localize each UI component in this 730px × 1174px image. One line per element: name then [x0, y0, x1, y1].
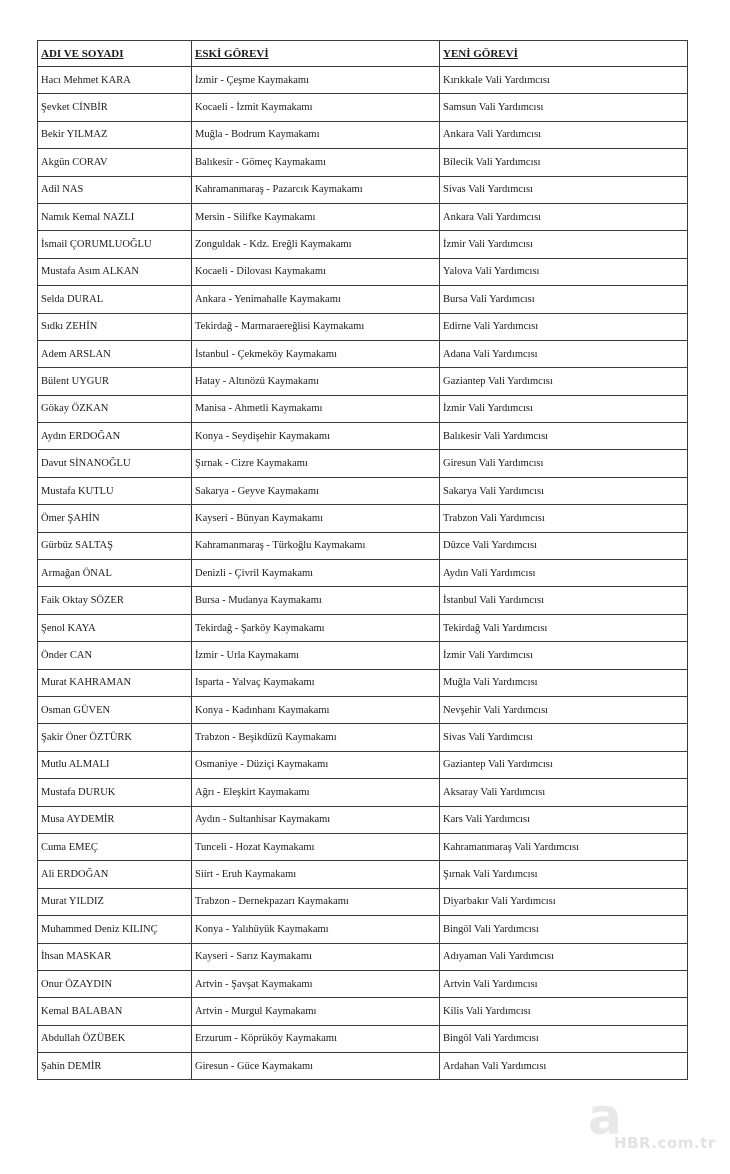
cell-name: Bülent UYGUR	[38, 368, 192, 395]
cell-new-position: Ankara Vali Yardımcısı	[440, 121, 688, 148]
cell-new-position: Giresun Vali Yardımcısı	[440, 450, 688, 477]
table-row	[38, 998, 688, 1025]
cell-new-position: Aydın Vali Yardımcısı	[440, 560, 688, 587]
cell-old-position: Ağrı - Eleşkirt Kaymakamı	[192, 779, 440, 806]
cell-new-position: İzmir Vali Yardımcısı	[440, 231, 688, 258]
table-row	[38, 696, 688, 723]
cell-old-position: Artvin - Murgul Kaymakamı	[192, 998, 440, 1025]
cell-new-position: Bilecik Vali Yardımcısı	[440, 149, 688, 176]
table-row	[38, 888, 688, 915]
cell-old-position: İstanbul - Çekmeköy Kaymakamı	[192, 340, 440, 367]
cell-new-position: Sakarya Vali Yardımcısı	[440, 477, 688, 504]
cell-new-position: Kilis Vali Yardımcısı	[440, 998, 688, 1025]
cell-old-position: Siirt - Eruh Kaymakamı	[192, 861, 440, 888]
table-row	[38, 258, 688, 285]
table-row	[38, 203, 688, 230]
table-row	[38, 833, 688, 860]
cell-new-position: Kars Vali Yardımcısı	[440, 806, 688, 833]
cell-new-position: Gaziantep Vali Yardımcısı	[440, 751, 688, 778]
cell-old-position: Konya - Seydişehir Kaymakamı	[192, 423, 440, 450]
cell-name: Şevket CİNBİR	[38, 94, 192, 121]
cell-name: Şenol KAYA	[38, 614, 192, 641]
cell-old-position: İzmir - Çeşme Kaymakamı	[192, 67, 440, 94]
table-row	[38, 970, 688, 997]
cell-name: Armağan ÖNAL	[38, 560, 192, 587]
cell-name: Ömer ŞAHİN	[38, 505, 192, 532]
watermark-logo	[588, 1088, 718, 1152]
table-row	[38, 149, 688, 176]
cell-name: Adil NAS	[38, 176, 192, 203]
table-row	[38, 1053, 688, 1080]
cell-name: Şahin DEMİR	[38, 1053, 192, 1080]
cell-new-position: Kırıkkale Vali Yardımcısı	[440, 67, 688, 94]
table-row	[38, 286, 688, 313]
cell-old-position: Konya - Kadınhanı Kaymakamı	[192, 696, 440, 723]
cell-name: Adem ARSLAN	[38, 340, 192, 367]
cell-name: Muhammed Deniz KILINÇ	[38, 916, 192, 943]
table-row	[38, 340, 688, 367]
cell-old-position: Tekirdağ - Marmaraereğlisi Kaymakamı	[192, 313, 440, 340]
cell-new-position: Adıyaman Vali Yardımcısı	[440, 943, 688, 970]
cell-name: Aydın ERDOĞAN	[38, 423, 192, 450]
cell-old-position: Kocaeli - Dilovası Kaymakamı	[192, 258, 440, 285]
cell-name: Kemal BALABAN	[38, 998, 192, 1025]
cell-name: Mustafa DURUK	[38, 779, 192, 806]
cell-old-position: Tekirdağ - Şarköy Kaymakamı	[192, 614, 440, 641]
header-new-position: YENİ GÖREVİ	[440, 41, 688, 67]
table-row	[38, 724, 688, 751]
cell-name: İsmail ÇORUMLUOĞLU	[38, 231, 192, 258]
table-row	[38, 751, 688, 778]
cell-name: Osman GÜVEN	[38, 696, 192, 723]
cell-new-position: Sivas Vali Yardımcısı	[440, 724, 688, 751]
cell-name: Sıdkı ZEHİN	[38, 313, 192, 340]
cell-old-position: Şırnak - Cizre Kaymakamı	[192, 450, 440, 477]
table-row	[38, 779, 688, 806]
cell-name: Cuma EMEÇ	[38, 833, 192, 860]
cell-new-position: Kahramanmaraş Vali Yardımcısı	[440, 833, 688, 860]
table-row	[38, 450, 688, 477]
cell-new-position: Muğla Vali Yardımcısı	[440, 669, 688, 696]
cell-new-position: Balıkesir Vali Yardımcısı	[440, 423, 688, 450]
cell-new-position: Sivas Vali Yardımcısı	[440, 176, 688, 203]
cell-name: Onur ÖZAYDIN	[38, 970, 192, 997]
cell-old-position: Bursa - Mudanya Kaymakamı	[192, 587, 440, 614]
cell-new-position: İzmir Vali Yardımcısı	[440, 395, 688, 422]
cell-new-position: Ankara Vali Yardımcısı	[440, 203, 688, 230]
table-row	[38, 121, 688, 148]
cell-old-position: Trabzon - Beşikdüzü Kaymakamı	[192, 724, 440, 751]
cell-new-position: Nevşehir Vali Yardımcısı	[440, 696, 688, 723]
cell-old-position: Sakarya - Geyve Kaymakamı	[192, 477, 440, 504]
cell-old-position: Aydın - Sultanhisar Kaymakamı	[192, 806, 440, 833]
cell-name: Namık Kemal NAZLI	[38, 203, 192, 230]
cell-new-position: Şırnak Vali Yardımcısı	[440, 861, 688, 888]
table-row	[38, 176, 688, 203]
header-old-position: ESKİ GÖREVİ	[192, 41, 440, 67]
table-row	[38, 861, 688, 888]
cell-name: Mutlu ALMALI	[38, 751, 192, 778]
table-row	[38, 505, 688, 532]
cell-old-position: Isparta - Yalvaç Kaymakamı	[192, 669, 440, 696]
cell-old-position: Mersin - Silifke Kaymakamı	[192, 203, 440, 230]
cell-new-position: Bingöl Vali Yardımcısı	[440, 916, 688, 943]
table-row	[38, 642, 688, 669]
table-row	[38, 67, 688, 94]
cell-name: Önder CAN	[38, 642, 192, 669]
cell-new-position: Diyarbakır Vali Yardımcısı	[440, 888, 688, 915]
cell-name: Murat YILDIZ	[38, 888, 192, 915]
table-header-row	[38, 41, 688, 67]
table-row	[38, 614, 688, 641]
cell-new-position: Edirne Vali Yardımcısı	[440, 313, 688, 340]
table-row	[38, 669, 688, 696]
cell-old-position: Erzurum - Köprüköy Kaymakamı	[192, 1025, 440, 1052]
cell-name: Murat KAHRAMAN	[38, 669, 192, 696]
table-row	[38, 231, 688, 258]
cell-name: Akgün CORAV	[38, 149, 192, 176]
cell-old-position: Hatay - Altınözü Kaymakamı	[192, 368, 440, 395]
cell-name: Musa AYDEMİR	[38, 806, 192, 833]
cell-new-position: Gaziantep Vali Yardımcısı	[440, 368, 688, 395]
cell-old-position: Kayseri - Bünyan Kaymakamı	[192, 505, 440, 532]
cell-old-position: Artvin - Şavşat Kaymakamı	[192, 970, 440, 997]
cell-old-position: Konya - Yalıhüyük Kaymakamı	[192, 916, 440, 943]
cell-name: Şakir Öner ÖZTÜRK	[38, 724, 192, 751]
cell-new-position: Düzce Vali Yardımcısı	[440, 532, 688, 559]
cell-name: Gürbüz SALTAŞ	[38, 532, 192, 559]
cell-old-position: Kocaeli - İzmit Kaymakamı	[192, 94, 440, 121]
table-row	[38, 916, 688, 943]
table-row	[38, 477, 688, 504]
cell-name: Bekir YILMAZ	[38, 121, 192, 148]
table-row	[38, 587, 688, 614]
cell-old-position: Kayseri - Sarız Kaymakamı	[192, 943, 440, 970]
cell-new-position: Samsun Vali Yardımcısı	[440, 94, 688, 121]
cell-new-position: Tekirdağ Vali Yardımcısı	[440, 614, 688, 641]
cell-name: Abdullah ÖZÜBEK	[38, 1025, 192, 1052]
header-name: ADI VE SOYADI	[38, 41, 192, 67]
cell-name: Ali ERDOĞAN	[38, 861, 192, 888]
appointments-table	[37, 40, 688, 1080]
cell-name: Gökay ÖZKAN	[38, 395, 192, 422]
table-row	[38, 395, 688, 422]
cell-name: Mustafa KUTLU	[38, 477, 192, 504]
cell-new-position: Aksaray Vali Yardımcısı	[440, 779, 688, 806]
cell-old-position: Balıkesir - Gömeç Kaymakamı	[192, 149, 440, 176]
cell-old-position: Kahramanmaraş - Türkoğlu Kaymakamı	[192, 532, 440, 559]
cell-old-position: Zonguldak - Kdz. Ereğli Kaymakamı	[192, 231, 440, 258]
table-row	[38, 1025, 688, 1052]
cell-name: Selda DURAL	[38, 286, 192, 313]
cell-name: Davut SİNANOĞLU	[38, 450, 192, 477]
cell-old-position: Trabzon - Dernekpazarı Kaymakamı	[192, 888, 440, 915]
watermark-text: HBR.com.tr	[614, 1134, 716, 1152]
cell-old-position: Tunceli - Hozat Kaymakamı	[192, 833, 440, 860]
table-row	[38, 943, 688, 970]
cell-name: Faik Oktay SÖZER	[38, 587, 192, 614]
cell-old-position: Ankara - Yenimahalle Kaymakamı	[192, 286, 440, 313]
cell-old-position: Giresun - Güce Kaymakamı	[192, 1053, 440, 1080]
table-row	[38, 560, 688, 587]
cell-old-position: Muğla - Bodrum Kaymakamı	[192, 121, 440, 148]
cell-new-position: Bursa Vali Yardımcısı	[440, 286, 688, 313]
table-row	[38, 806, 688, 833]
cell-new-position: Trabzon Vali Yardımcısı	[440, 505, 688, 532]
cell-old-position: Manisa - Ahmetli Kaymakamı	[192, 395, 440, 422]
cell-new-position: Bingöl Vali Yardımcısı	[440, 1025, 688, 1052]
cell-old-position: Denizli - Çivril Kaymakamı	[192, 560, 440, 587]
cell-old-position: İzmir - Urla Kaymakamı	[192, 642, 440, 669]
table-row	[38, 94, 688, 121]
cell-new-position: İstanbul Vali Yardımcısı	[440, 587, 688, 614]
cell-name: Mustafa Asım ALKAN	[38, 258, 192, 285]
cell-new-position: İzmir Vali Yardımcısı	[440, 642, 688, 669]
cell-new-position: Yalova Vali Yardımcısı	[440, 258, 688, 285]
cell-new-position: Ardahan Vali Yardımcısı	[440, 1053, 688, 1080]
cell-name: Hacı Mehmet KARA	[38, 67, 192, 94]
table-row	[38, 423, 688, 450]
table-row	[38, 368, 688, 395]
cell-new-position: Adana Vali Yardımcısı	[440, 340, 688, 367]
table-row	[38, 313, 688, 340]
cell-old-position: Kahramanmaraş - Pazarcık Kaymakamı	[192, 176, 440, 203]
cell-new-position: Artvin Vali Yardımcısı	[440, 970, 688, 997]
table-row	[38, 532, 688, 559]
watermark-letter: a	[588, 1088, 622, 1146]
cell-name: İhsan MASKAR	[38, 943, 192, 970]
cell-old-position: Osmaniye - Düziçi Kaymakamı	[192, 751, 440, 778]
